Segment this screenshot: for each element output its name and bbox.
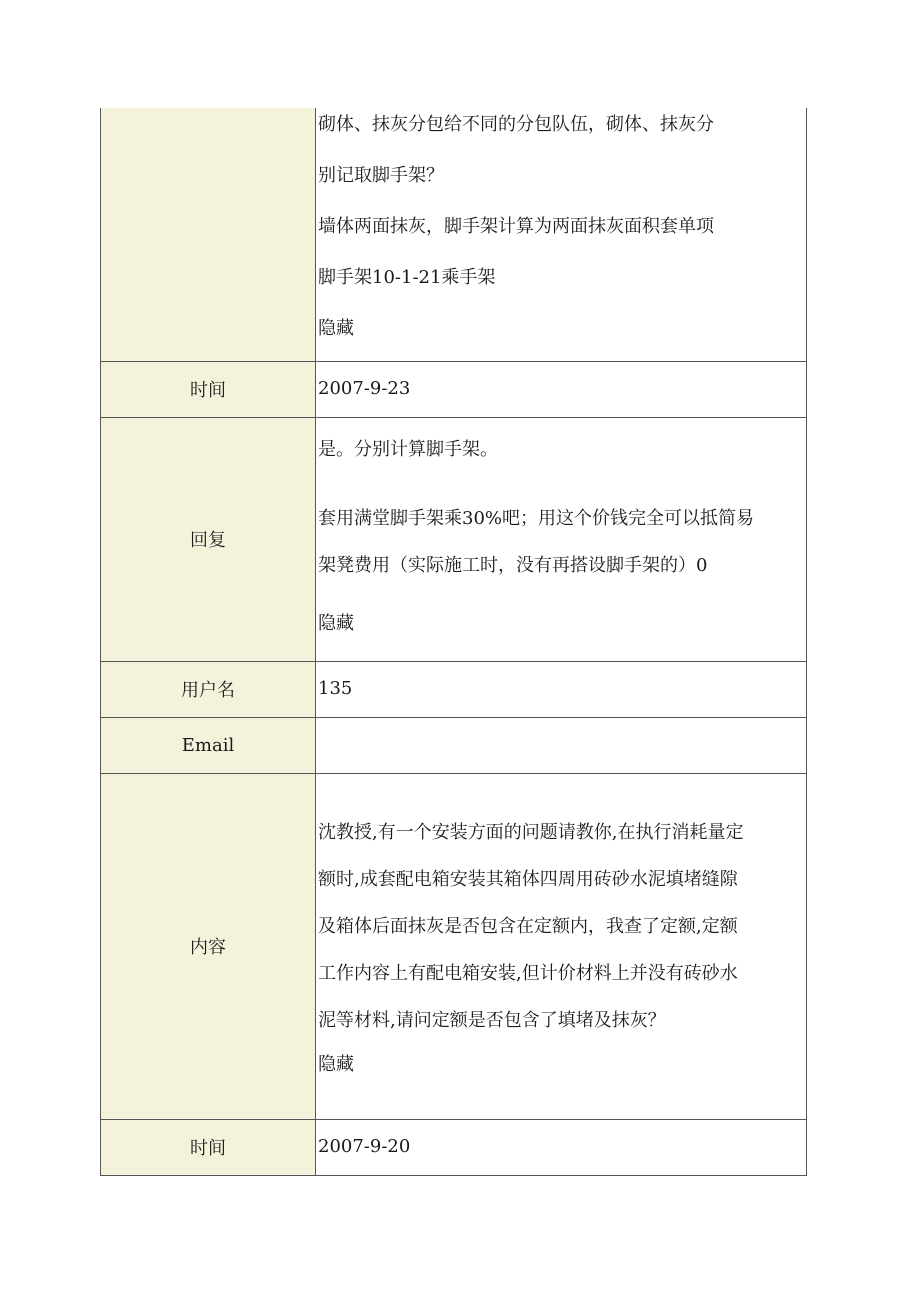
time-label: 时间 xyxy=(101,1119,316,1175)
email-label: Email xyxy=(101,717,316,773)
time-value: 2007-9-20 xyxy=(316,1119,807,1175)
email-value xyxy=(316,717,807,773)
username-value: 135 xyxy=(316,661,807,717)
username-label: 用户名 xyxy=(101,661,316,717)
content-line: 泥等材料,请问定额是否包含了填堵及抹灰？ xyxy=(318,1009,666,1031)
content-label: 内容 xyxy=(101,773,316,1119)
row-label-empty xyxy=(101,108,316,361)
time-label: 时间 xyxy=(101,361,316,417)
content-line: 及箱体后面抹灰是否包含在定额内，我查了定额,定额 xyxy=(318,915,738,937)
content-line: 墙体两面抹灰，脚手架计算为两面抹灰面积套单项 xyxy=(318,216,714,237)
table-row xyxy=(101,361,807,417)
table-row xyxy=(101,108,807,361)
reply-cell xyxy=(316,417,807,661)
content-line: 额时,成套配电箱安装其箱体四周用砖砂水泥填堵缝隙 xyxy=(318,868,738,890)
content-line: 别记取脚手架？ xyxy=(318,165,444,186)
hide-link[interactable]: 隐藏 xyxy=(318,318,354,339)
message-table xyxy=(100,108,807,1176)
hide-link[interactable]: 隐藏 xyxy=(318,1053,354,1075)
reply-line: 架凳费用（实际施工时，没有再搭设脚手架的）0 xyxy=(318,554,708,576)
content-line: 砌体、抹灰分包给不同的分包队伍，砌体、抹灰分 xyxy=(318,114,714,135)
prev-content-cell xyxy=(316,108,807,361)
reply-line: 套用满堂脚手架乘30%吧；用这个价钱完全可以抵简易 xyxy=(318,507,755,529)
table-row xyxy=(101,1119,807,1175)
content-line: 沈教授,有一个安装方面的问题请教你,在执行消耗量定 xyxy=(318,821,744,843)
table-row xyxy=(101,661,807,717)
table-row xyxy=(101,717,807,773)
hide-link[interactable]: 隐藏 xyxy=(318,612,354,634)
content-line: 脚手架10-1-21乘手架 xyxy=(318,267,496,288)
content-cell xyxy=(316,773,807,1119)
table-row xyxy=(101,417,807,661)
content-line: 工作内容上有配电箱安装,但计价材料上并没有砖砂水 xyxy=(318,962,738,984)
time-value: 2007-9-23 xyxy=(316,361,807,417)
reply-line: 是。分别计算脚手架。 xyxy=(318,438,498,460)
reply-label: 回复 xyxy=(101,417,316,661)
table-row xyxy=(101,773,807,1119)
